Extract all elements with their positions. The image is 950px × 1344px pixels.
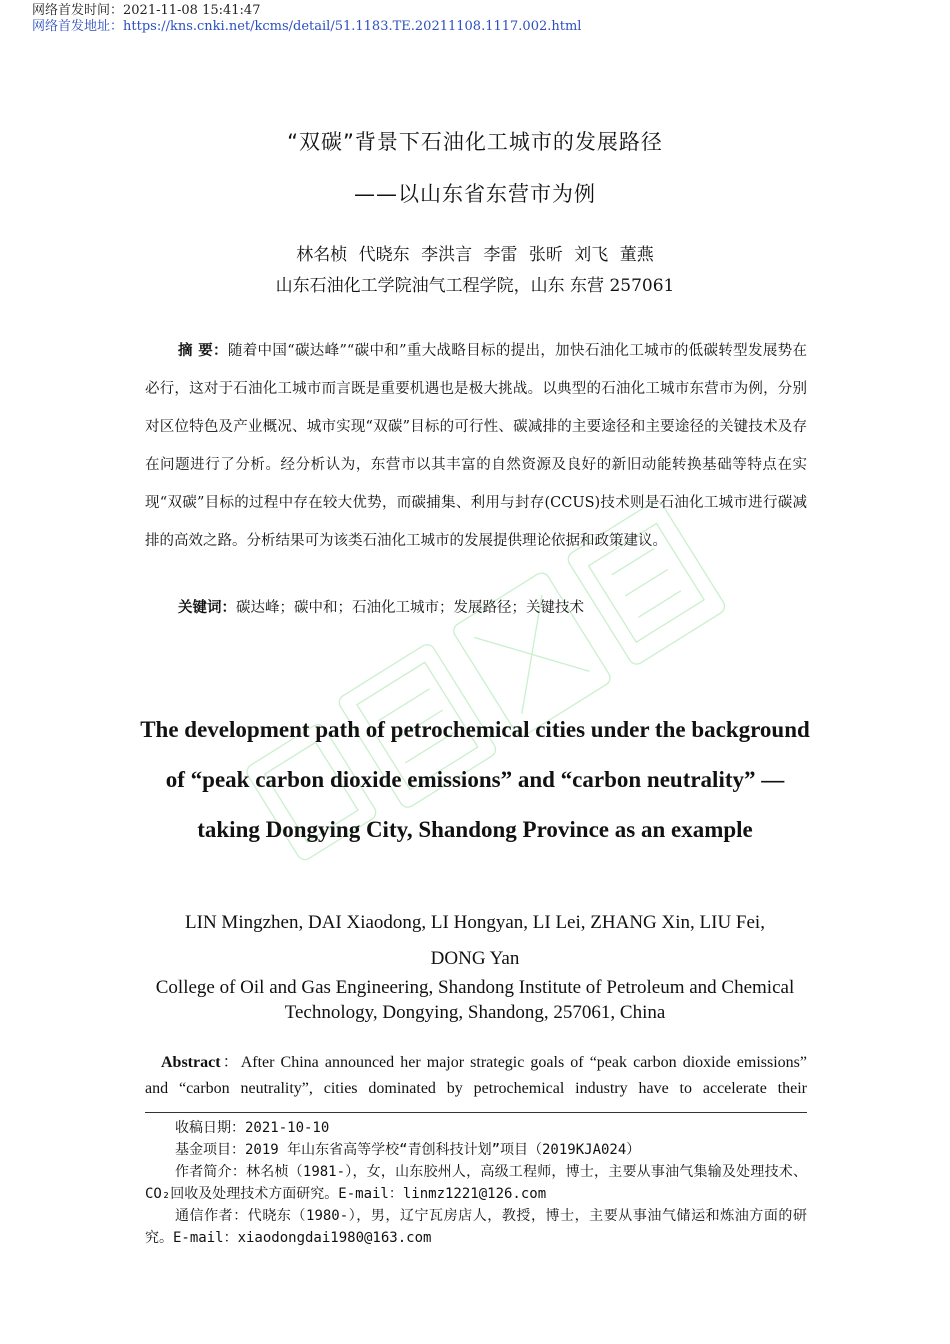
en-title: The development path of petrochemical cities under the background of “peak carbon dioxide emissions” and “carbon neutrality” —taking Dongying City, Shandong Province as an example xyxy=(140,717,810,842)
zh-subtitle: ——以山东省东营市为例 xyxy=(354,182,596,206)
first-publish-time: 网络首发时间：2021-11-08 15:41:47 xyxy=(32,3,261,18)
footnotes xyxy=(145,1117,807,1249)
en-abstract-text: After China announced her major strategic goals of “peak carbon dioxide emissions” and “carbon neutrality”, cities dominated by petrochemical industry have to accelerate their xyxy=(145,1054,807,1097)
author-intro: 作者简介：林名桢（1981-），女，山东胶州人，高级工程师，博士，主要从事油气集输及处理技术、CO₂回收及处理技术方面研究。E-mail：linmz1221@126.com xyxy=(145,1164,807,1202)
en-abstract: Abstract：After China announced her major strategic goals of “peak carbon dioxide emissions” and “carbon neutrality”, cities dominated by petrochemical industry have to accelerate their xyxy=(145,1054,807,1097)
zh-keywords-text: 碳达峰；碳中和；石油化工城市；发展路径；关键技术 xyxy=(236,600,584,616)
fund-project: 基金项目：2019 年山东省高等学校“青创科技计划”项目（2019KJA024） xyxy=(175,1142,641,1158)
en-abstract-label: Abstract xyxy=(161,1054,221,1071)
first-publish-url[interactable]: 网络首发地址：https://kns.cnki.net/kcms/detail/51.1183.TE.20211108.1117.002.html xyxy=(32,19,582,34)
zh-abstract xyxy=(145,332,807,560)
zh-abstract-text: 随着中国“碳达峰”“碳中和”重大战略目标的提出，加快石油化工城市的低碳转型发展势在必行，这对于石油化工城市而言既是重要机遇也是极大挑战。以典型的石油化工城市东营市为例，分别对区位特色及产业概况、城市实现“双碳”目标的可行性、碳减排的主要途径和主要途径的关键技术及存在问题进行了分析。经分析认为，东营市以其丰富的自然资源及良好的新旧动能转换基础等特点在实现“双碳”目标的过程中存在较大优势，而碳捕集、利用与封存(CCUS)技术则是石油化工城市进行碳减排的高效之路。分析结果可为该类石油化工城市的发展提供理论依据和政策建议。 xyxy=(145,343,807,549)
en-authors: LIN Mingzhen, DAI Xiaodong, LI Hongyan, LI Lei, ZHANG Xin, LIU Fei, DONG Yan xyxy=(185,912,765,969)
received-date: 收稿日期：2021-10-10 xyxy=(175,1120,330,1136)
corresponding-author: 通信作者：代晓东（1980-），男，辽宁瓦房店人，教授，博士，主要从事油气储运和炼油方面的研究。E-mail：xiaodongdai1980@163.com xyxy=(145,1208,807,1246)
en-affiliation: College of Oil and Gas Engineering, Shandong Institute of Petroleum and Chemical Technology, Dongying, Shandong, 257061, China xyxy=(155,977,795,1023)
zh-affiliation: 山东石油化工学院油气工程学院，山东 东营 257061 xyxy=(275,276,675,296)
zh-title: “双碳”背景下石油化工城市的发展路径 xyxy=(287,130,663,154)
zh-keywords-label: 关键词： xyxy=(178,600,236,616)
zh-keywords xyxy=(178,596,584,617)
footnote-divider xyxy=(145,1112,807,1113)
zh-abstract-label: 摘 要： xyxy=(178,343,228,359)
zh-authors: 林名桢 代晓东 李洪言 李雷 张昕 刘飞 董燕 xyxy=(296,245,654,265)
